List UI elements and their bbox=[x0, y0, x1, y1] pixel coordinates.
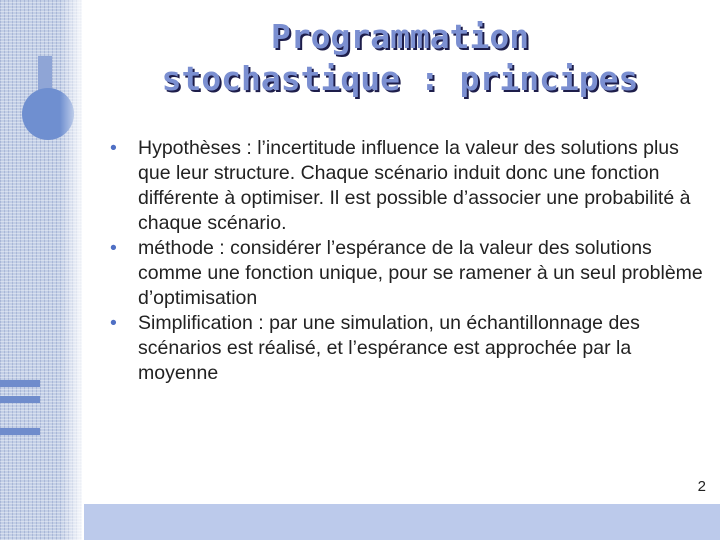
sidebar-fade bbox=[60, 0, 82, 540]
bullet-text: méthode : considérer l’espérance de la valeur des solutions comme une fonction unique, pour se ramener à un seul problème d’optimisation bbox=[138, 237, 703, 309]
decorative-bar bbox=[0, 396, 40, 403]
bullet-item bbox=[110, 236, 710, 311]
slide-title-line2: stochastique : principes bbox=[161, 59, 639, 98]
bullet-item bbox=[110, 311, 710, 386]
bullet-dot: • bbox=[110, 137, 117, 159]
slide-title-line1: Programmation bbox=[270, 17, 530, 56]
page-number: 2 bbox=[697, 478, 706, 495]
bullet-item bbox=[110, 136, 710, 236]
slide-title bbox=[110, 16, 690, 100]
bullet-text: Hypothèses : l’incertitude influence la valeur des solutions plus que leur structure. Chaque scénario induit donc une fonction différente à optimiser. Il est possible d’associer une probabilité à chaque scénario. bbox=[138, 137, 691, 234]
decorative-sidebar bbox=[0, 0, 82, 540]
footer-bar bbox=[84, 504, 720, 540]
bullet-dot: • bbox=[110, 237, 117, 259]
bullet-text: Simplification : par une simulation, un échantillonnage des scénarios est réalisé, et l’espérance est approchée par la moyenne bbox=[138, 312, 640, 384]
bullet-dot: • bbox=[110, 312, 117, 334]
bullet-list bbox=[110, 136, 710, 386]
decorative-bar bbox=[0, 428, 40, 435]
decorative-bar bbox=[0, 380, 40, 387]
